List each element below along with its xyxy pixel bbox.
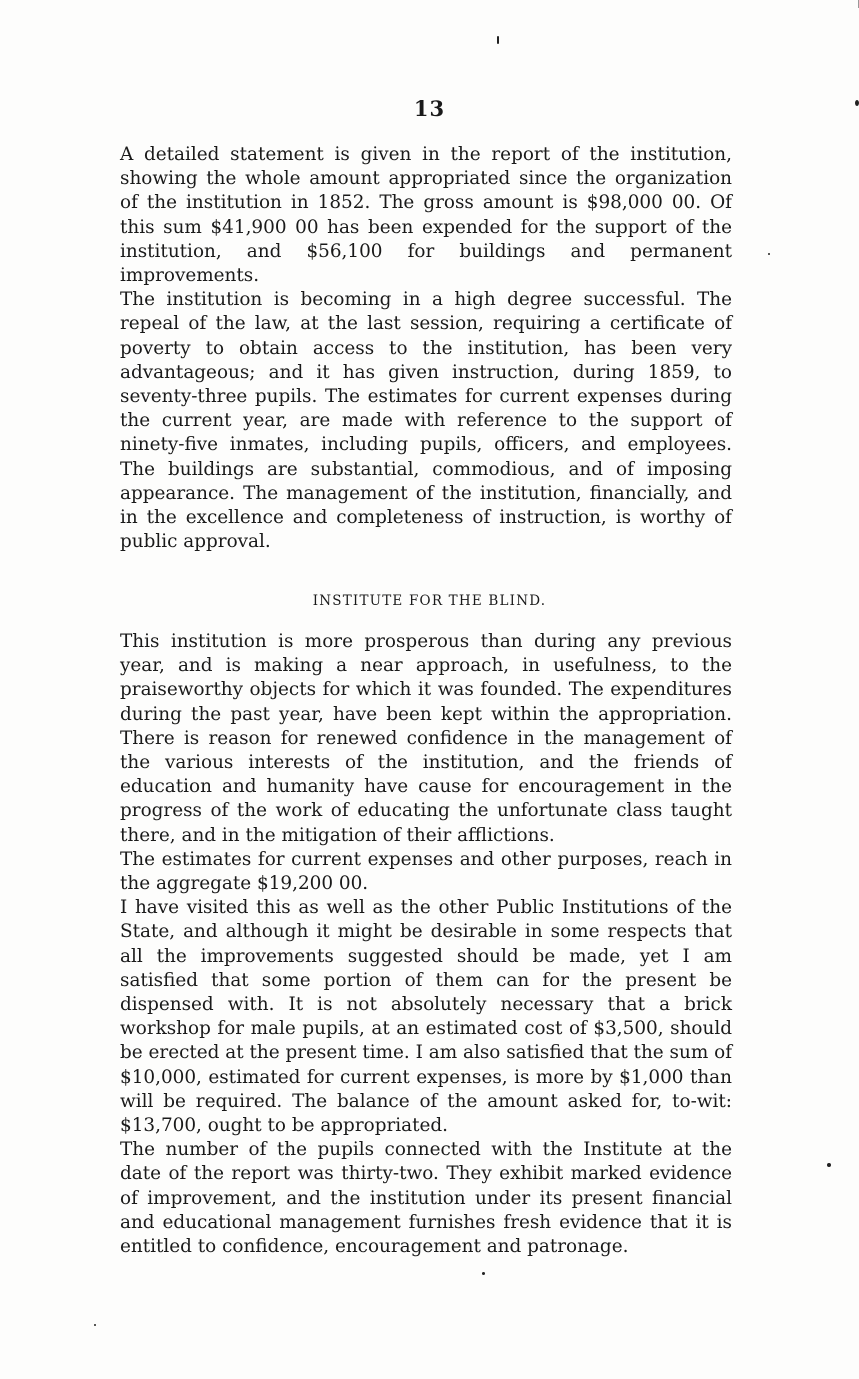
ink-speck <box>482 1272 485 1275</box>
paragraph: The number of the pupils connected with the Institute at the date of the report was thirty-two. They exhibit marked evidence of improvement, and the institution under its present financial and educational management furnishes fresh evidence that it is entitled to confidence, encouragement and patronage. <box>120 1139 732 1258</box>
paragraph: The institution is becoming in a high degree successful. The repeal of the law, at the last session, requiring a certificate of poverty to obtain access to the institution, has been very advantageous; and it has given instruction, during 1859, to seventy-three pupils. The estimates for current expenses during the current year, are made with reference to the support of ninety-five inmates, including pupils, officers, and employees. The buildings are substantial, commodious, and of imposing appearance. The management of the institution, financially, and in the excellence and completeness of instruction, is worthy of public approval. <box>120 289 732 553</box>
paragraph: A detailed statement is given in the report of the institution, showing the whole amount appropriated since the organization of the institution in 1852. The gross amount is $98,000 00. Of this sum $41,900 00 has been expended for the support of the institution, and $56,100 for buildings and permanent improvements. <box>120 144 732 287</box>
paragraph: I have visited this as well as the other Public Institutions of the State, and although it might be desirable in some respects that all the improvements suggested should be made, yet I am satisfied that some portion of them can for the present be dispensed with. It is not absolutely necessary that a brick workshop for male pupils, at an estimated cost of $3,500, should be erected at the present time. I am also satisfied that the sum of $10,000, estimated for current expenses, is more by $1,000 than will be required. The balance of the amount asked for, to-wit: $13,700, ought to be appropriated. <box>120 897 732 1137</box>
ink-speck <box>497 36 499 44</box>
section-body-1 <box>120 143 732 554</box>
section-body-2 <box>120 630 732 1259</box>
ink-speck <box>827 1163 831 1167</box>
ink-speck <box>855 100 859 106</box>
ink-speck <box>94 1324 96 1326</box>
ink-speck <box>768 253 770 255</box>
paragraph: This institution is more prosperous than during any previous year, and is making a near approach, in usefulness, to the praiseworthy objects for which it was founded. The expenditures during the past year, have been kept within the appropriation. There is reason for renewed confidence in the management of the various interests of the institution, and the friends of education and humanity have cause for encouragement in the progress of the work of educating the unfortunate class taught there, and in the mitigation of their afflictions. <box>120 631 732 846</box>
page-number: 13 <box>413 96 446 121</box>
section-heading: INSTITUTE FOR THE BLIND. <box>312 593 547 609</box>
paragraph: The estimates for current expenses and other purposes, reach in the aggregate $19,200 00. <box>120 848 732 895</box>
